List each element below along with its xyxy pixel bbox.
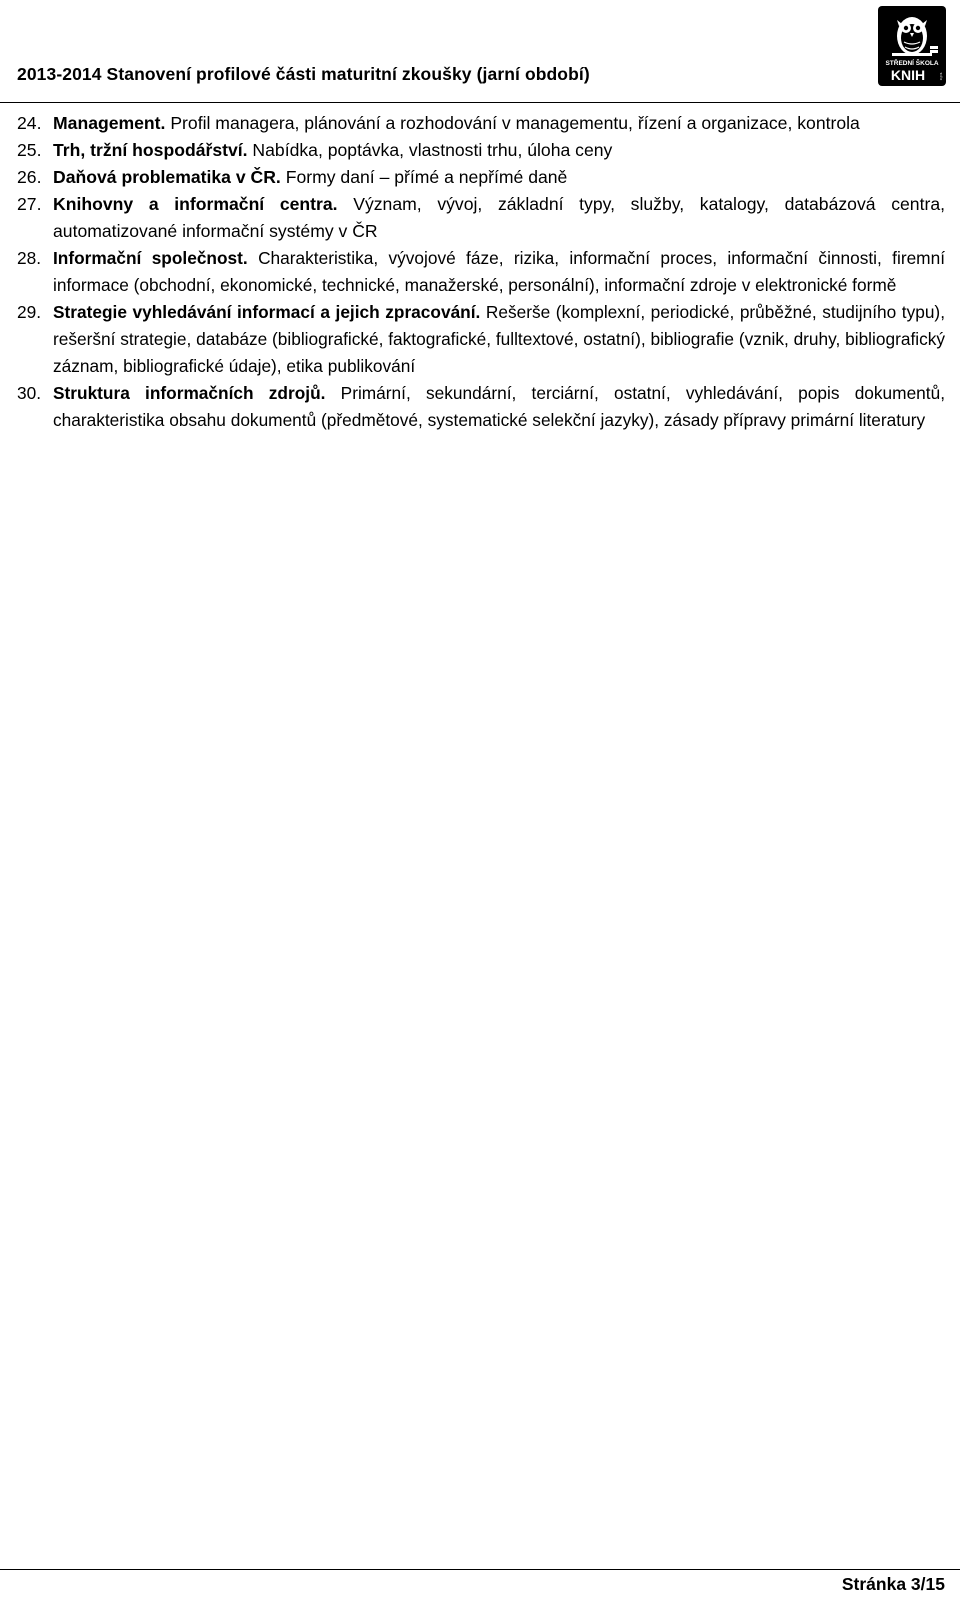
document-body: [17, 110, 945, 434]
logo-suffix: o.p.s.: [939, 71, 943, 81]
item-title: Struktura informačních zdrojů.: [53, 383, 326, 403]
item-text: Formy daní – přímé a nepřímé daně: [280, 167, 568, 187]
header-divider: [0, 102, 960, 103]
item-number: 26.: [17, 167, 42, 187]
item-number: 27.: [17, 194, 42, 214]
item-title: Informační společnost.: [53, 248, 248, 268]
list-item: [17, 245, 945, 299]
owl-logo-icon: [878, 6, 946, 86]
item-text: Rešerše (komplexní, periodické, průběžné, studijního typu), rešeršní strategie, databáze (bibliografické, faktografické, fulltextové, ostatní), bibliografie (vznik, druhy, bibliografický záznam, bibliografické údaje), etika publikování: [53, 302, 946, 376]
logo-line1: STŘEDNÍ ŠKOLA: [885, 60, 939, 67]
list-item: [17, 137, 945, 164]
item-text: Nabídka, poptávka, vlastnosti trhu, úloha ceny: [247, 140, 613, 160]
school-logo: [878, 6, 946, 86]
item-title: Knihovny a informační centra.: [53, 194, 338, 214]
page-header: [0, 0, 960, 104]
item-number: 28.: [17, 248, 42, 268]
item-title: Daňová problematika v ČR.: [53, 167, 281, 187]
item-text: Charakteristika, vývojové fáze, rizika, informační proces, informační činnosti, firemní informace (obchodní, ekonomické, technické, manažerské, personální), informační zdroje v elektronické formě: [53, 248, 945, 295]
list-item: [17, 299, 945, 380]
item-title: Trh, tržní hospodářství.: [53, 140, 248, 160]
list-item: [17, 191, 945, 245]
item-title: Management.: [53, 113, 166, 133]
item-number: 24.: [17, 113, 42, 133]
item-text: Význam, vývoj, základní typy, služby, katalogy, databázová centra, automatizované informační systémy v ČR: [53, 194, 945, 241]
item-text: Primární, sekundární, terciární, ostatní, vyhledávání, popis dokumentů, charakteristika obsahu dokumentů (předmětové, systematické selekční jazyky), zásady přípravy primární literatury: [53, 383, 946, 430]
list-item: [17, 110, 945, 137]
footer-divider: [0, 1569, 960, 1570]
item-text: Profil managera, plánování a rozhodování v managementu, řízení a organizace, kontrola: [165, 113, 860, 133]
item-number: 30.: [17, 383, 42, 403]
list-item: [17, 164, 945, 191]
logo-line2: KNIH: [890, 67, 926, 83]
document-title: 2013-2014 Stanovení profilové části maturitní zkoušky (jarní období): [17, 64, 590, 84]
page-number: Stránka 3/15: [841, 1574, 945, 1594]
item-title: Strategie vyhledávání informací a jejich zpracování.: [53, 302, 481, 322]
item-number: 29.: [17, 302, 42, 322]
list-item: [17, 380, 945, 434]
topic-list: [17, 110, 945, 434]
item-number: 25.: [17, 140, 42, 160]
